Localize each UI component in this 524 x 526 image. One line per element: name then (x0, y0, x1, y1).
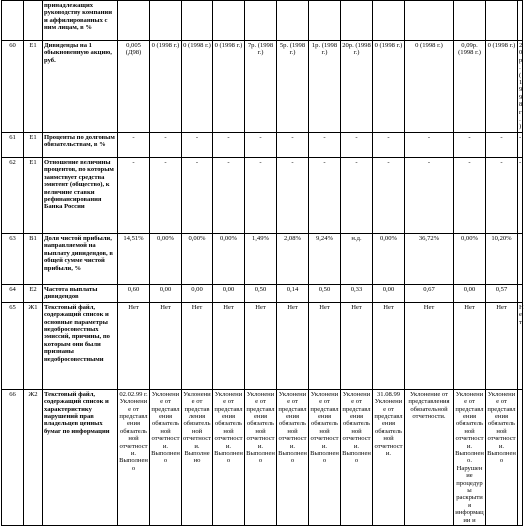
value-cell: Нет (518, 302, 523, 389)
value-cell: 14,51% (118, 233, 150, 284)
row-number-cell: 61 (2, 132, 24, 157)
value-cell: - (245, 132, 277, 157)
row-number-cell: 63 (2, 233, 24, 284)
value-cell: Уклонение от представления обязательной отчетности. (405, 389, 454, 525)
value-cell (486, 1, 518, 41)
value-cell: Нет (373, 302, 405, 389)
value-cell: - (309, 132, 341, 157)
value-cell: 0,09р. (1998 г.) (454, 41, 486, 133)
value-cell: 0,00% (454, 233, 486, 284)
table-row (2, 389, 523, 525)
value-cell (118, 1, 150, 41)
value-cell: 0 (1998 г.) (150, 41, 182, 133)
value-cell: Нет (213, 302, 245, 389)
value-cell: 0,00 (150, 284, 182, 302)
value-cell: 0,57 (486, 284, 518, 302)
value-cell: 0,67 (405, 284, 454, 302)
row-number-cell: 65 (2, 302, 24, 389)
value-cell: - (405, 132, 454, 157)
value-cell: - (454, 132, 486, 157)
value-cell: Нет (150, 302, 182, 389)
row-number-cell (2, 1, 24, 41)
value-cell: Нет (245, 302, 277, 389)
table-row (2, 302, 523, 389)
row-code-cell: В1 (24, 233, 43, 284)
value-cell: - (309, 157, 341, 233)
value-cell: - (182, 157, 213, 233)
row-code-cell: Е1 (24, 132, 43, 157)
value-cell: - (486, 157, 518, 233)
table-body (2, 1, 523, 526)
value-cell: 0,00 (454, 284, 486, 302)
table-row (2, 284, 523, 302)
value-cell: - (373, 132, 405, 157)
table-row (2, 41, 523, 133)
value-cell (518, 1, 523, 41)
value-cell: 20р. (1998 г.) (341, 41, 373, 133)
value-cell: 1р. (1998 г.) (309, 41, 341, 133)
value-cell: - (341, 157, 373, 233)
value-cell: 0,00% (150, 233, 182, 284)
value-cell: - (245, 157, 277, 233)
table-row (2, 157, 523, 233)
row-number-cell: 64 (2, 284, 24, 302)
value-cell: 7р. (1998 г.) (245, 41, 277, 133)
value-cell: Нет (182, 302, 213, 389)
value-cell: Уклонение от представления обязательной отчетности. Выполнено (245, 389, 277, 525)
value-cell: 9,24% (309, 233, 341, 284)
value-cell: 36,72% (405, 233, 454, 284)
value-cell (341, 1, 373, 41)
table-row (2, 233, 523, 284)
value-cell: 20р. (1998 г.) (519, 42, 523, 131)
value-cell: 31.08.99 Уклонение от представления обязательной отчетности. (373, 389, 405, 525)
value-cell (405, 1, 454, 41)
value-cell: 0 (1998 г.) (405, 41, 454, 133)
table-row (2, 132, 523, 157)
value-cell: 0,005 (Д98) (118, 41, 150, 133)
value-cell (213, 1, 245, 41)
value-cell: 0,00 (213, 284, 245, 302)
indicator-label-cell: Проценты по долговым обязательствам, в % (43, 132, 118, 157)
value-cell: - (486, 132, 518, 157)
value-cell: Нет (118, 302, 150, 389)
value-cell: - (277, 132, 309, 157)
value-cell: - (405, 157, 454, 233)
value-cell: - (118, 157, 150, 233)
value-cell: Нет (277, 302, 309, 389)
row-code-cell: Е1 (24, 41, 43, 133)
value-cell (373, 1, 405, 41)
value-cell: 02.02.99 г. Уклонение от представления обязательной отчетности. Выполнено (118, 389, 150, 525)
row-code-cell: Ж1 (24, 302, 43, 389)
row-code-cell: Е1 (24, 157, 43, 233)
value-cell: 0,60 (118, 284, 150, 302)
value-cell (454, 1, 486, 41)
indicator-label-cell: Текстовый файл, содержащий список и характеристику нарушений прав владельцев ценных бумаг по информации (43, 389, 118, 525)
indicator-label-cell: Доля чистой прибыли, направляемой на выплату дивидендов, в общей сумме чистой прибыли, % (43, 233, 118, 284)
value-cell: Нет (309, 302, 341, 389)
row-number-cell: 66 (2, 389, 24, 525)
value-cell: 10,20% (486, 233, 518, 284)
value-cell: 1,49% (245, 233, 277, 284)
value-cell: Уклонение от представления обязательной отчетности. Выполнено. Нарушение процедуры раскрытия информации и (455, 390, 484, 524)
value-cell: - (341, 132, 373, 157)
table-row (2, 1, 523, 41)
indicator-label-cell: принадлежащих руководству компании и аффилированных с ним лицам, в % (43, 1, 118, 41)
value-cell: 0 (1998 г.) (182, 41, 213, 133)
value-cell: - (277, 157, 309, 233)
row-code-cell: Ж2 (24, 389, 43, 525)
value-cell: 0,00 (182, 284, 213, 302)
value-cell: 0 (1998 г.) (213, 41, 245, 133)
row-number-cell: 60 (2, 41, 24, 133)
value-cell: Уклонение от представления обязательной отчетности. Выполнено (150, 389, 182, 525)
value-cell: Нет (405, 302, 454, 389)
value-cell: 0,33 (341, 284, 373, 302)
indicator-label-cell: Отношение величины процентов, по которым заимствует средства эмитент (общество), к величине ставки рефинансирования Банка России (43, 157, 118, 233)
value-cell (150, 1, 182, 41)
value-cell: - (150, 132, 182, 157)
value-cell: Нет (454, 302, 486, 389)
value-cell: - (150, 157, 182, 233)
value-cell: Уклонение от представления обязательной отчетности. Выполнено (486, 389, 518, 525)
value-cell: 0 (1998 г.) (373, 41, 405, 133)
indicator-label-cell: Дивиденды на 1 обыкновенную акцию, руб. (43, 41, 118, 133)
value-cell (518, 284, 523, 302)
row-code-cell (24, 1, 43, 41)
value-cell: 2,08% (277, 233, 309, 284)
securities-table (1, 0, 523, 526)
value-cell: 0,50 (245, 284, 277, 302)
value-cell: Уклонение от представления обязательной отчетности. Выполнено (341, 389, 373, 525)
value-cell: 5р. (1998 г.) (277, 41, 309, 133)
value-cell: Нет (341, 302, 373, 389)
value-cell: Уклонение от представления обязательной отчетности. Выполнено (182, 389, 213, 525)
row-code-cell: Е2 (24, 284, 43, 302)
value-cell: - (373, 157, 405, 233)
value-cell: - (454, 157, 486, 233)
value-cell: Уклонение от представления обязательной отчетности. Выполнено (309, 389, 341, 525)
value-cell: 0,00% (213, 233, 245, 284)
value-cell (277, 1, 309, 41)
indicator-label-cell: Частота выплаты дивидендов (43, 284, 118, 302)
value-cell: 0,50 (309, 284, 341, 302)
value-cell: 0,00% (373, 233, 405, 284)
value-cell: Уклонение от представления обязательной отчетности. Выполнено (277, 389, 309, 525)
indicator-label-cell: Текстовый файл, содержащий список и основные параметры недобросовестных эмиссий, причины, по которым они были признаны недобросовестными (43, 302, 118, 389)
value-cell (518, 233, 523, 284)
value-cell: Нет (486, 302, 518, 389)
value-cell: 0,00 (373, 284, 405, 302)
row-number-cell: 62 (2, 157, 24, 233)
value-cell: - (213, 132, 245, 157)
value-cell (309, 1, 341, 41)
value-cell (182, 1, 213, 41)
value-cell (245, 1, 277, 41)
value-cell: - (518, 132, 523, 157)
value-cell (518, 389, 523, 525)
value-cell: 0,00% (182, 233, 213, 284)
value-cell: - (213, 157, 245, 233)
value-cell: - (182, 132, 213, 157)
value-cell: 0 (1998 г.) (486, 41, 518, 133)
value-cell: 0,14 (277, 284, 309, 302)
value-cell: - (518, 157, 523, 233)
value-cell: - (118, 132, 150, 157)
value-cell: Уклонение от представления обязательной отчетности. Выполнено (213, 389, 245, 525)
value-cell: н.д. (341, 233, 373, 284)
